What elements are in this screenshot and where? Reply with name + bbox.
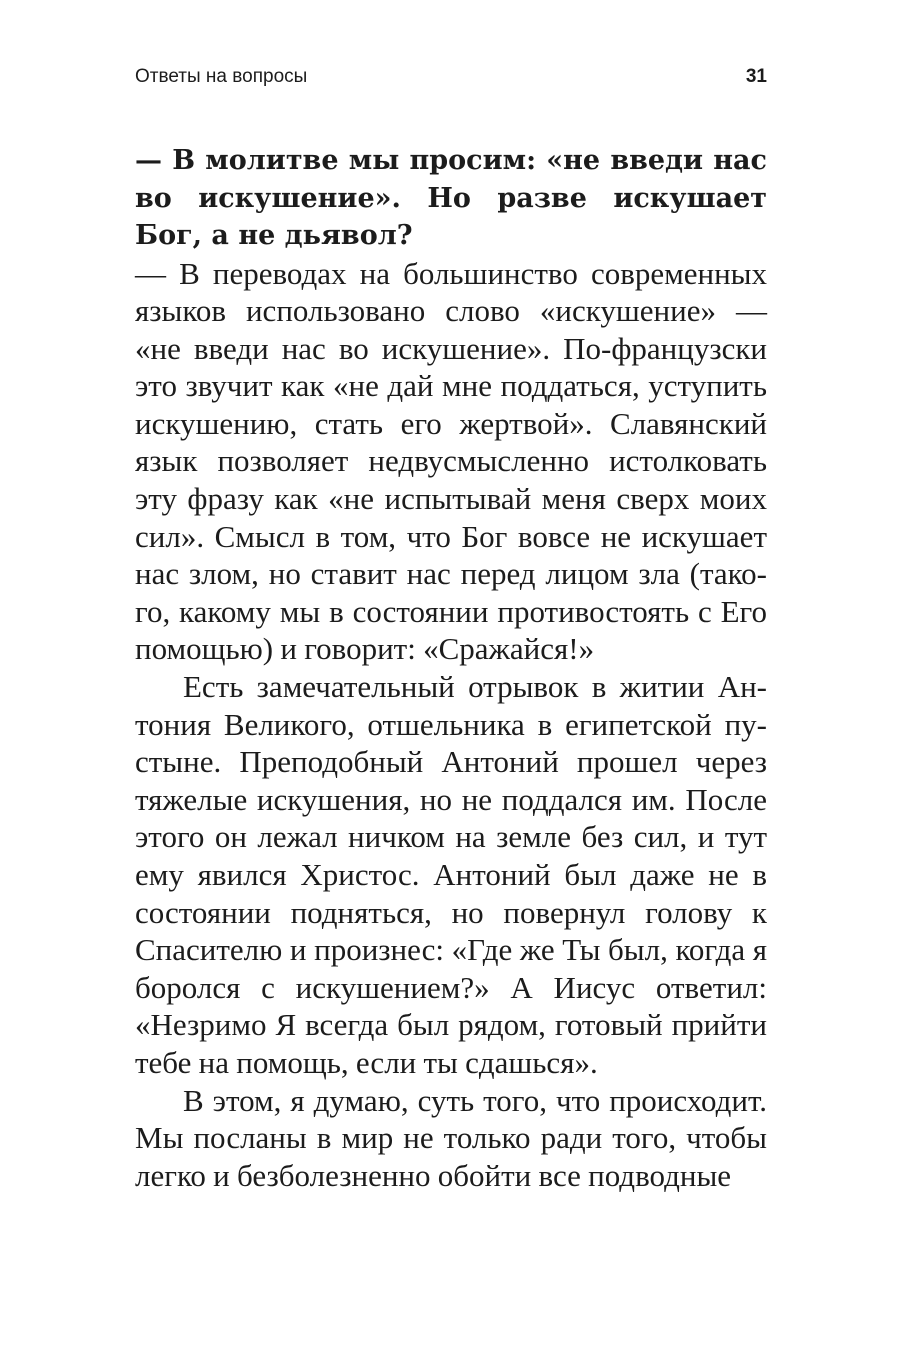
running-head bbox=[135, 62, 767, 92]
paragraph-essence: В этом, я думаю, суть того, что происходит. Мы посланы в мир не только ради того, чтобы легко и безболезненно обойти все подводные bbox=[135, 1082, 767, 1193]
answer-paragraph: — В переводах на большинство современных языков использовано слово «искушение» — «не введи нас во искушение». По-французски это звучит как «не дай мне поддаться, уступить искушению, стать его жертвой». Славянский язык позволяет недвусмысленно истолковать эту фразу как «не испытывай меня сверх моих сил». Смысл в том, что Бог вовсе не искушает нас злом, но ставит нас перед лицом зла (такого, какому мы в состоянии противостоять с Его помощью) и говорит: «Сражайся!» bbox=[135, 255, 767, 667]
page-number: 31 bbox=[745, 66, 767, 87]
body-text bbox=[135, 142, 767, 1194]
paragraph-anthony: Есть замечательный отрывок в житии Антония Великого, отшельника в египетской пустыне. Преподобный Антоний прошел через тяжелые искушения, но не поддался им. После этого он лежал ничком на земле без сил, и тут ему явился Христос. Антоний был даже не в состоянии подняться, но повернул голову к Спасителю и произнес: «Где же Ты был, когда я боролся с искушением?» А Иисус ответил: «Незримо Я всегда был рядом, готовый прийти тебе на помощь, если ты сдашься». bbox=[135, 669, 767, 1080]
question-heading: — В молитве мы просим: «не введи нас во искушение». Но разве искушает Бог, а не дьявол? bbox=[135, 145, 767, 251]
book-page bbox=[135, 0, 767, 1350]
section-title: Ответы на вопросы bbox=[135, 66, 308, 87]
